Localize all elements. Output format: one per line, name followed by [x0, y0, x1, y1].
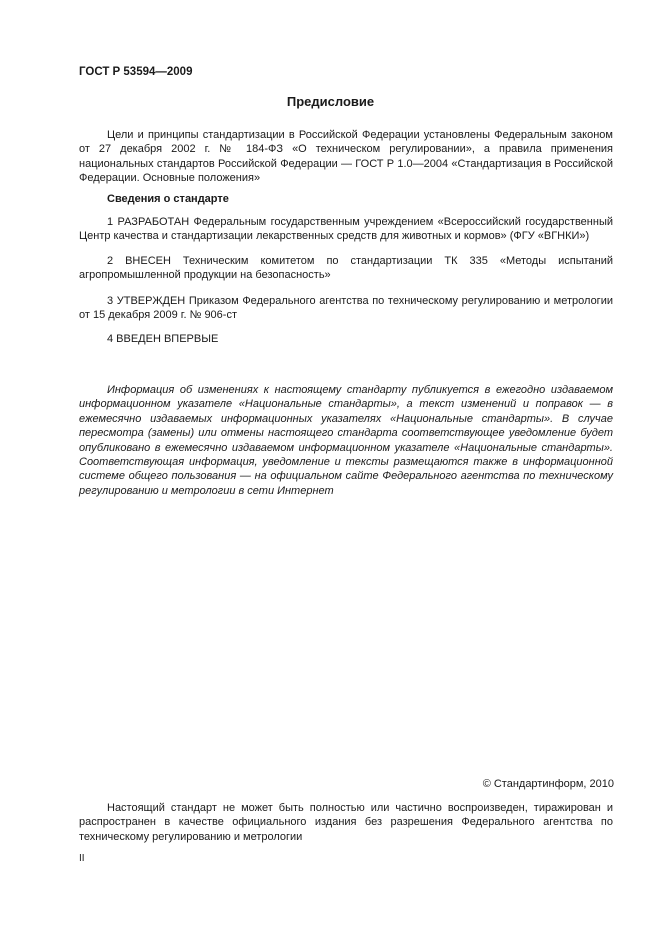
doc-code: ГОСТ Р 53594—2009: [79, 66, 193, 78]
copyright: © Стандартинформ, 2010: [482, 778, 614, 790]
page-number: II: [79, 853, 85, 864]
info-item-introduced: 4 ВВЕДЕН ВПЕРВЫЕ: [107, 333, 219, 345]
info-item-approved: 3 УТВЕРЖДЕН Приказом Федерального агентства по техническому регулированию и метрологии от 15 декабря 2009 г. № 906-ст: [79, 295, 613, 322]
page-title: Предисловие: [286, 94, 375, 109]
standard-info-heading: Сведения о стандарте: [107, 193, 229, 205]
amendments-notice: Информация об изменениях к настоящему стандарту публикуется в ежегодно издаваемом информационном указателе «Национальные стандарты», а текст изменений и поправок — в ежемесячно издаваемых информационных указателях «Национальные стандарты». В случае пересмотра (замены) или отмены настоящего стандарта соответствующее уведомление будет опубликовано в ежемесячно издаваемом информационном указателе «Национальные стандарты». Соответствующая информация, уведомление и тексты размещаются также в информационной системе общего пользования — на официальном сайте Федерального агентства по техническому регулированию и метрологии в сети Интернет: [79, 384, 613, 497]
foreword-intro: Цели и принципы стандартизации в Российской Федерации установлены Федеральным законом от 27 декабря 2002 г. № 184-ФЗ «О техническом регулировании», а правила применения национальных стандартов Российской Федерации — ГОСТ Р 1.0—2004 «Стандартизация в Российской Федерации. Основные положения»: [79, 129, 613, 185]
reproduction-notice: Настоящий стандарт не может быть полностью или частично воспроизведен, тиражирован и распространен в качестве официального издания без разрешения Федерального агентства по техническому регулированию и метрологии: [79, 802, 613, 843]
info-item-developed: 1 РАЗРАБОТАН Федеральным государственным учреждением «Всероссийский государственный Центр качества и стандартизации лекарственных средств для животных и кормов» (ФГУ «ВГНКИ»): [79, 216, 613, 243]
info-item-submitted: 2 ВНЕСЕН Техническим комитетом по стандартизации ТК 335 «Методы испытаний агропромышленной продукции на безопасность»: [79, 255, 613, 282]
